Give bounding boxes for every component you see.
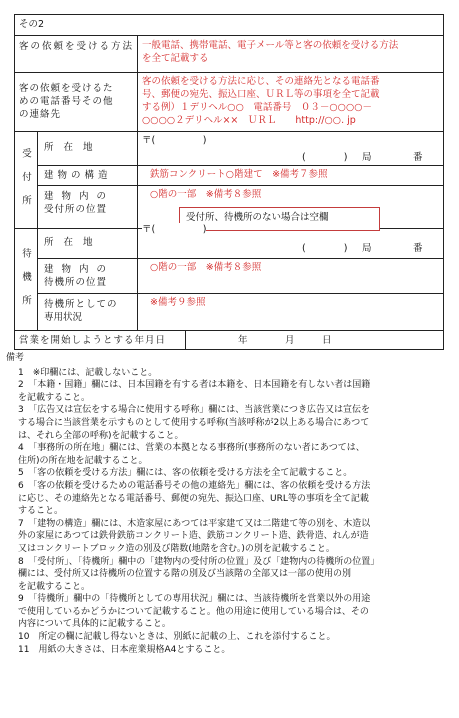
method-label-text: 客の依頼を受ける方法 — [19, 41, 135, 52]
method-value-line: を全て記載する — [142, 53, 209, 64]
start-year: 年 — [238, 335, 248, 346]
taikisho-usage-label-line: 専用状況 — [44, 312, 83, 323]
note-line: 6 「客の依頼を受けるための電話番号その他の連絡先」欄には、客の依頼を受ける方法 — [18, 480, 371, 491]
taikisho-position-label-line: 建物内の — [44, 264, 115, 275]
taikisho-position-label — [44, 263, 114, 289]
uketsukesho-group-label: 受付所 — [20, 148, 31, 219]
phone-label — [19, 82, 114, 121]
notes-heading: 備考 — [6, 353, 25, 363]
note-line: 又はコンクリートブロック造の別及び階数(地階を含む。)の別を記載すること。 — [18, 543, 335, 554]
note-line: 欄には、受付所又は待機所の位置する階の別及び当該階の全部又は一部の使用の別 — [18, 569, 352, 580]
uketsukesho-kyoku: 局 — [362, 152, 372, 163]
uketsukesho-paren: ( ) — [302, 152, 348, 163]
note-line: は、それら全部の呼称)を記載すること。 — [18, 430, 184, 441]
taikisho-position-label-line: 待機所の位置 — [44, 277, 108, 288]
phone-value-line: 号、郵便の宛先、振込口座、ＵＲＬ等の事項を全て記載 — [142, 89, 380, 100]
uketsukesho-ban: 番 — [413, 152, 423, 163]
taikisho-ban: 番 — [413, 243, 423, 254]
taikisho-postal: 〒( ) — [142, 224, 207, 235]
phone-label-line: めの電話番号その他 — [19, 96, 114, 107]
notes-list — [6, 367, 452, 657]
taikisho-group-label: 待機所 — [20, 248, 31, 319]
note-line: で使用しているかどうかについて記載すること。他の用途に使用している場合は、その — [18, 606, 369, 617]
uketsukesho-position-label-line: 建物内の — [44, 191, 115, 202]
start-day: 日 — [322, 335, 332, 346]
note-line: 11 用紙の大きさは、日本産業規格A4とすること。 — [18, 644, 231, 655]
phone-value-line: 客の依頼を受ける方法に応じ、その連絡先となる電話番 — [142, 76, 380, 87]
note-line: に応じ、その連絡先となる電話番号、郵便の宛先、振込口座、URL等の事項を全て記載 — [18, 493, 369, 504]
taikisho-address-label: 所在地 — [44, 237, 103, 248]
note-line: 4 「事務所の所在地」欄には、営業の本拠となる事務所(事務所のない者にあつては、 — [18, 443, 365, 454]
note-line: 1 ※印欄には、記載しないこと。 — [18, 367, 158, 378]
uketsukesho-position-label-line: 受付所の位置 — [44, 204, 108, 215]
phone-value-line: ○○○○２デリヘル×× ＵＲＬ http://○○. jp — [142, 115, 356, 126]
note-line: 7 「建物の構造」欄には、木造家屋にあつては平家建て又は二階建て等の別を、木造以 — [18, 518, 371, 529]
note-line: 外の家屋にあつては鉄骨鉄筋コンクリート造、鉄筋コンクリート造、鉄骨造、れんが造 — [18, 531, 369, 542]
note-line: 2 「本籍・国籍」欄には、日本国籍を有する者は本籍を、日本国籍を有しない者は国籍 — [18, 380, 371, 391]
taikisho-usage-value: ※備考９参照 — [150, 297, 206, 308]
note-line: 内容について具体的に記載すること。 — [18, 619, 171, 630]
notes-section — [6, 352, 452, 656]
method-value — [142, 39, 398, 65]
note-line: を記載すること。 — [18, 392, 91, 403]
note-line: 8 「受付所」、「待機所」欄中の「建物内の受付所の位置」及び「建物内の待機所の位置」 — [18, 556, 380, 567]
taikisho-kyoku: 局 — [362, 243, 372, 254]
start-month: 月 — [285, 335, 295, 346]
phone-label-line: 客の依頼を受けるた — [19, 83, 114, 94]
note-line: すること。 — [18, 506, 64, 517]
blank-note-callout: 受付所、待機所のない場合は空欄 — [179, 207, 380, 231]
uketsukesho-postal: 〒( ) — [142, 135, 207, 146]
start-date-label: 営業を開始しようとする年月日 — [19, 335, 167, 346]
phone-value — [142, 75, 380, 127]
note-line: 9 「待機所」欄中の「待機所としての専用状況」欄には、当該待機所を営業以外の用途 — [18, 594, 371, 605]
page-label: その2 — [19, 19, 45, 30]
taikisho-position-value: ○階の一部 ※備考８参照 — [150, 262, 262, 273]
note-line: 10 所定の欄に記載し得ないときは、別紙に記載の上、これを添付すること。 — [18, 632, 336, 643]
note-line: 住所)の所在地を記載すること。 — [18, 455, 148, 466]
uketsukesho-address-label: 所在地 — [44, 142, 103, 153]
note-line: する場合に当該営業を示すものとして使用する呼称(当該呼称が2以上ある場合にあつて — [18, 417, 370, 428]
method-value-line: 一般電話、携帯電話、電子メール等と客の依頼を受ける方法 — [142, 40, 399, 51]
phone-value-line: する例）１デリヘル○○ 電話番号 ０３－○○○○－ — [142, 102, 373, 113]
uketsukesho-structure-value: 鉄筋コンクリート○階建て ※備考７参照 — [150, 169, 328, 180]
note-line: 3 「広告又は宣伝をする場合に使用する呼称」欄には、当該営業につき広告又は宣伝を — [18, 405, 371, 416]
note-line: を記載すること。 — [18, 581, 91, 592]
uketsukesho-position-label — [44, 190, 114, 216]
taikisho-usage-label-line: 待機所としての — [44, 299, 118, 310]
uketsukesho-position-value: ○階の一部 ※備考８参照 — [150, 189, 262, 200]
phone-label-line: の連絡先 — [19, 109, 62, 120]
note-line: 5 「客の依頼を受ける方法」欄には、客の依頼を受ける方法を全て記載すること。 — [18, 468, 353, 479]
method-label — [19, 40, 134, 53]
uketsukesho-structure-label: 建物の構造 — [44, 170, 112, 181]
taikisho-usage-label — [44, 298, 118, 324]
taikisho-paren: ( ) — [302, 243, 348, 254]
